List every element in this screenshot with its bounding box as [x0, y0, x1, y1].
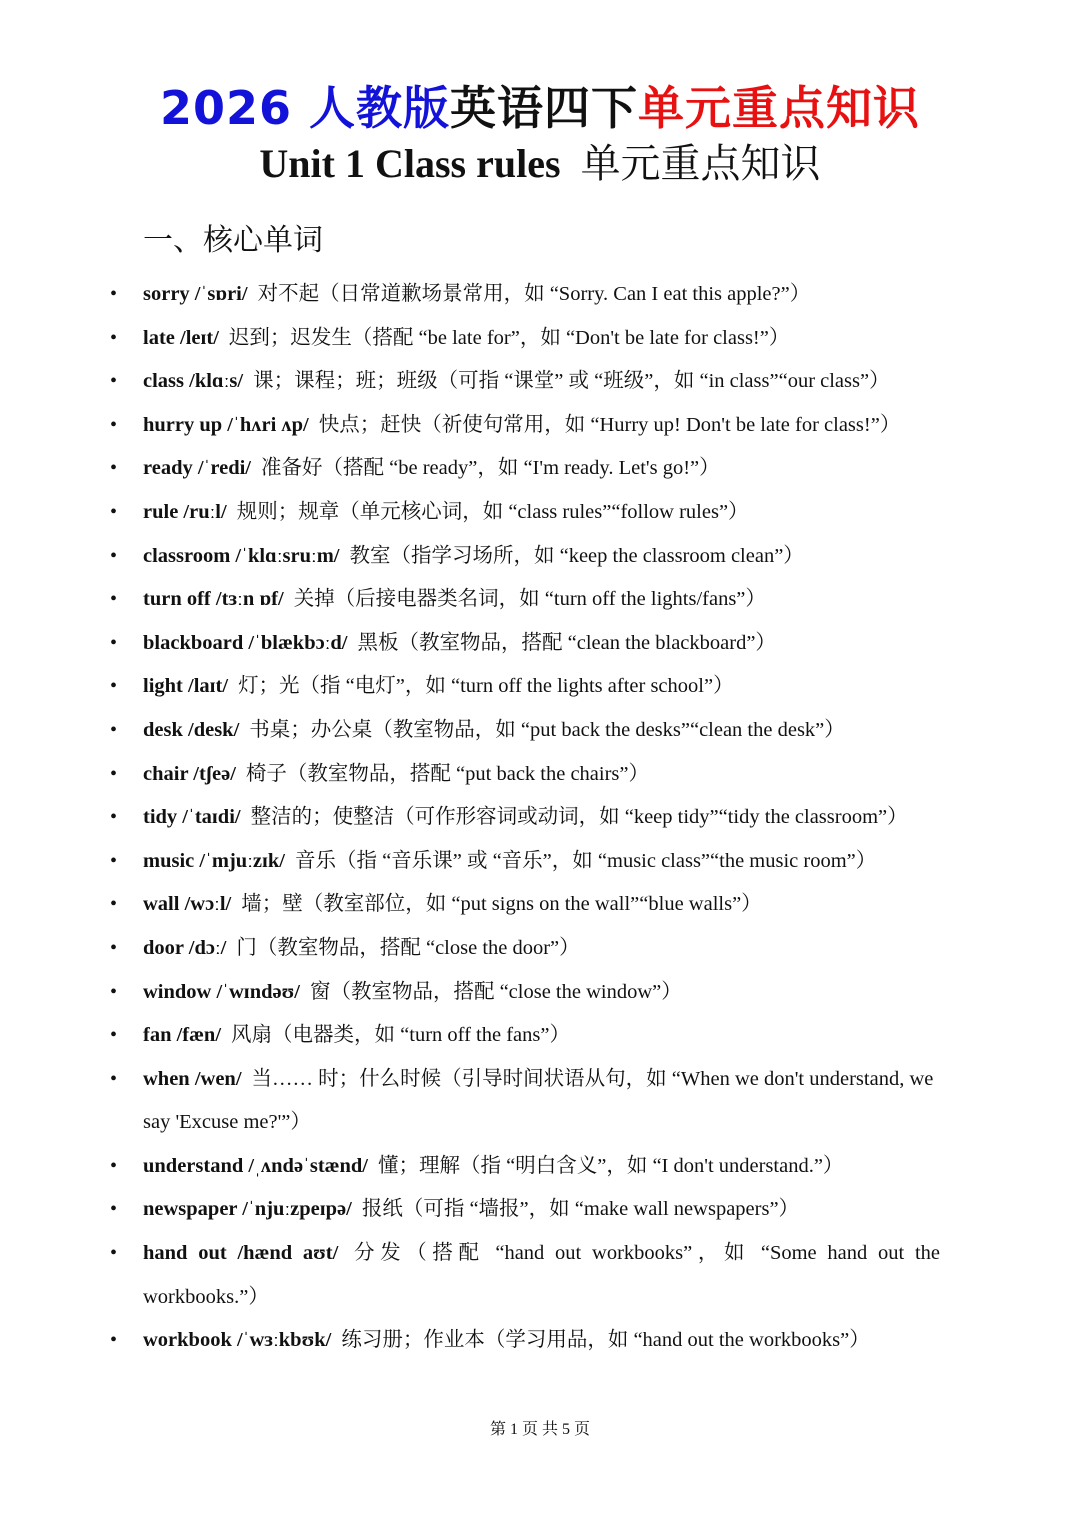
bullet-icon: • — [110, 849, 118, 872]
vocab-word: rule /ruːl/ — [143, 500, 227, 523]
subtitle-english: Unit 1 Class rules — [259, 141, 561, 186]
bullet-icon: • — [110, 1329, 118, 1352]
vocabulary-item — [110, 840, 940, 884]
vocab-meaning: 整洁的；使整洁（可作形容词或动词，如 “keep tidy”“tidy the classroom”） — [250, 806, 908, 829]
page-footer: 第 1 页 共 5 页 — [489, 1421, 590, 1438]
page-title — [0, 72, 1080, 138]
title-red-part: 单元重点知识 — [638, 81, 921, 135]
bullet-icon: • — [110, 326, 118, 349]
vocab-word: music /ˈmjuːzɪk/ — [143, 849, 285, 872]
vocabulary-item — [110, 1014, 940, 1058]
bullet-icon: • — [110, 283, 118, 305]
vocabulary-item — [110, 360, 940, 404]
vocab-meaning: 快点；赶快（祈使句常用，如 “Hurry up! Don't be late for class!”） — [318, 413, 901, 436]
vocabulary-item — [110, 971, 940, 1015]
vocab-word: turn off /tɜːn ɒf/ — [143, 588, 284, 611]
vocab-word: hurry up /ˈhʌri ʌp/ — [143, 413, 309, 436]
vocabulary-item — [110, 578, 940, 622]
bullet-icon: • — [110, 1067, 118, 1090]
vocabulary-item — [110, 491, 940, 535]
vocab-meaning: 分发（搭配 “hand out workbooks”，如 “Some hand out the workbooks.”） — [143, 1242, 941, 1308]
vocabulary-item — [110, 317, 940, 361]
vocabulary-item — [110, 535, 940, 579]
vocabulary-item — [110, 927, 940, 971]
bullet-icon: • — [110, 457, 118, 480]
bullet-icon: • — [110, 370, 118, 393]
unit-subtitle — [0, 132, 1080, 189]
title-blue-part: 2026 人教版 — [159, 81, 451, 135]
vocab-word: fan /fæn/ — [143, 1024, 222, 1047]
bullet-icon: • — [110, 631, 118, 654]
bullet-icon: • — [110, 675, 118, 698]
bullet-icon: • — [110, 1024, 118, 1047]
vocab-meaning: 迟到；迟发生（搭配 “be late for”，如 “Don't be late for class!”） — [228, 326, 790, 349]
vocab-meaning: 规则；规章（单元核心词，如 “class rules”“follow rules”） — [236, 500, 749, 523]
vocab-meaning: 门（教室物品，搭配 “close the door”） — [236, 936, 580, 959]
vocab-word: window /ˈwɪndəʊ/ — [143, 980, 300, 1003]
vocab-meaning: 准备好（搭配 “be ready”，如 “I'm ready. Let's go!”） — [261, 457, 720, 480]
vocab-word: understand /ˌʌndəˈstænd/ — [143, 1154, 368, 1177]
vocab-word: door /dɔː/ — [143, 936, 227, 959]
vocabulary-item — [110, 1145, 940, 1189]
section-heading: 一、核心单词 — [143, 224, 323, 257]
vocab-word: newspaper /ˈnjuːzpeɪpə/ — [143, 1198, 352, 1221]
bullet-icon: • — [110, 500, 118, 523]
vocab-word: class /klɑːs/ — [143, 370, 244, 393]
vocab-meaning: 当…… 时；什么时候（引导时间状语从句，如 “When we don't understand, we say 'Excuse me?'”） — [143, 1067, 934, 1134]
vocab-word: wall /wɔːl/ — [143, 893, 232, 916]
vocabulary-item — [110, 447, 940, 491]
vocab-word: ready /ˈredi/ — [143, 457, 251, 480]
vocab-meaning: 课；课程；班；班级（可指 “课堂” 或 “班级”，如 “in class”“our class”） — [253, 370, 890, 393]
vocab-meaning: 墙；壁（教室部位，如 “put signs on the wall”“blue walls”） — [241, 893, 762, 916]
vocab-word: light /laɪt/ — [143, 675, 229, 698]
vocabulary-item — [110, 796, 940, 840]
vocab-word: tidy /ˈtaɪdi/ — [143, 806, 241, 829]
vocabulary-item — [110, 753, 940, 797]
vocab-word: late /leɪt/ — [143, 326, 219, 349]
vocab-word: hand out /hænd aʊt/ — [143, 1242, 339, 1265]
vocabulary-item — [110, 883, 940, 927]
vocab-meaning: 灯；光（指 “电灯”，如 “turn off the lights after school”） — [238, 675, 734, 698]
bullet-icon: • — [110, 893, 118, 916]
bullet-icon: • — [110, 1198, 118, 1221]
vocab-word: chair /tʃeə/ — [143, 762, 236, 785]
vocab-meaning: 风扇（电器类，如 “turn off the fans”） — [231, 1024, 570, 1047]
vocab-meaning: 黑板（教室物品，搭配 “clean the blackboard”） — [357, 631, 776, 654]
vocabulary-item — [110, 273, 940, 317]
vocabulary-item — [110, 709, 940, 753]
vocab-meaning: 对不起（日常道歉场景常用，如 “Sorry. Can I eat this apple?”） — [257, 283, 811, 305]
vocab-meaning: 报纸（可指 “墙报”，如 “make wall newspapers”） — [361, 1198, 800, 1221]
vocab-meaning: 音乐（指 “音乐课” 或 “音乐”，如 “music class”“the music room”） — [295, 849, 877, 872]
vocab-meaning: 练习册；作业本（学习用品，如 “hand out the workbooks”） — [341, 1329, 870, 1352]
vocab-meaning: 懂；理解（指 “明白含义”，如 “I don't understand.”） — [378, 1154, 844, 1177]
bullet-icon: • — [110, 1154, 118, 1177]
vocab-word: sorry /ˈsɒri/ — [143, 283, 248, 305]
vocabulary-item — [110, 1319, 940, 1363]
vocab-meaning: 书桌；办公桌（教室物品，如 “put back the desks”“clean the desk”） — [249, 718, 845, 741]
vocab-meaning: 椅子（教室物品，搭配 “put back the chairs”） — [245, 762, 650, 785]
vocab-word: when /wen/ — [143, 1067, 242, 1090]
bullet-icon: • — [110, 762, 118, 785]
vocabulary-item — [110, 404, 940, 448]
title-black-part: 英语四下 — [450, 81, 639, 135]
subtitle-chinese: 单元重点知识 — [580, 141, 821, 186]
bullet-icon: • — [110, 413, 118, 436]
vocab-meaning: 教室（指学习场所，如 “keep the classroom clean”） — [349, 544, 804, 567]
vocab-meaning: 关掉（后接电器类名词，如 “turn off the lights/fans”） — [293, 588, 766, 611]
vocab-word: blackboard /ˈblækbɔːd/ — [143, 631, 348, 654]
bullet-icon: • — [110, 718, 118, 741]
vocabulary-item — [110, 622, 940, 666]
vocab-word: workbook /ˈwɜːkbʊk/ — [143, 1329, 332, 1352]
vocab-word: desk /desk/ — [143, 718, 240, 741]
vocabulary-item — [110, 1188, 940, 1232]
vocabulary-list — [110, 273, 940, 1363]
bullet-icon: • — [110, 806, 118, 829]
bullet-icon: • — [110, 588, 118, 611]
bullet-icon: • — [110, 1242, 118, 1265]
vocabulary-item — [110, 665, 940, 709]
vocabulary-item — [110, 1058, 940, 1145]
vocab-meaning: 窗（教室物品，搭配 “close the window”） — [309, 980, 682, 1003]
bullet-icon: • — [110, 936, 118, 959]
bullet-icon: • — [110, 980, 118, 1003]
vocab-word: classroom /ˈklɑːsruːm/ — [143, 544, 340, 567]
vocabulary-item — [110, 1232, 940, 1319]
bullet-icon: • — [110, 544, 118, 567]
